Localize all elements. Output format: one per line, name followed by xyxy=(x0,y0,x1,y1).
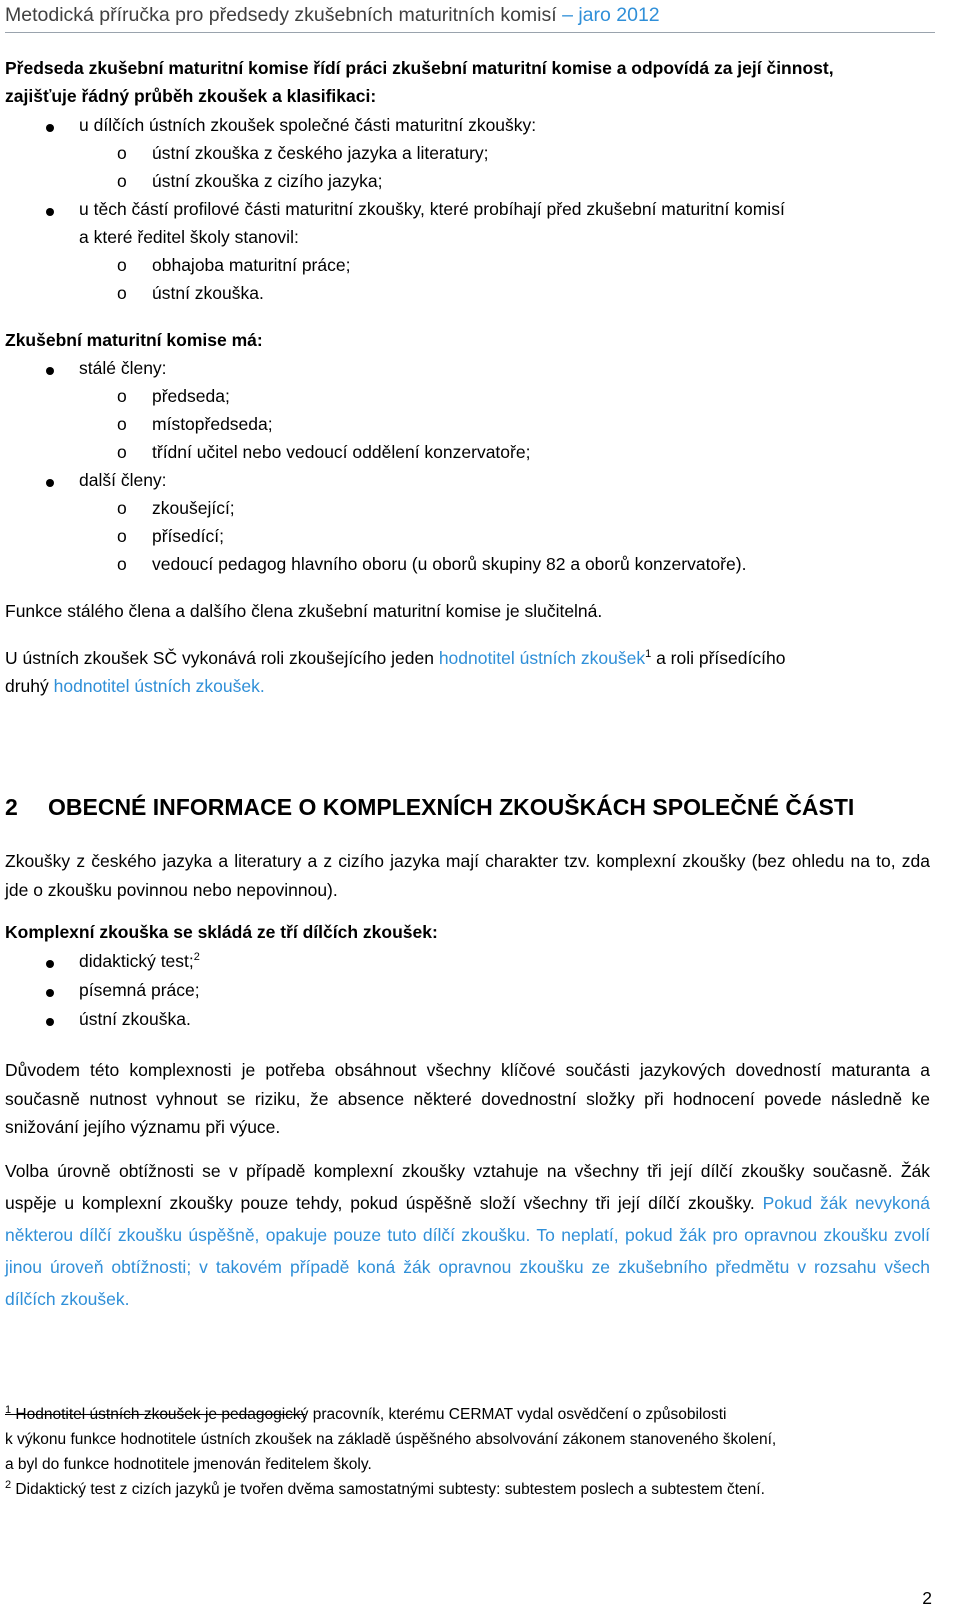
rationale-paragraph: Důvodem této komplexnosti je potřeba obsáhnout všechny klíčové součásti jazykových dovedností maturanta a současně nutnost vyhnout se riziku, že absence některé dovednostní složky při hodnocení povede následně ke snižování jejího významu při výuce. xyxy=(5,1060,930,1137)
roles-text: a roli přísedícího xyxy=(651,648,786,668)
bullet-icon xyxy=(46,367,54,375)
sub-list-item xyxy=(117,526,224,547)
footnote-ref[interactable]: 2 xyxy=(193,951,200,964)
footnote-text: a byl do funkce hodnotitele jmenován ředitelem školy. xyxy=(5,1456,372,1473)
circle-bullet-icon: o xyxy=(117,414,127,434)
circle-bullet-icon: o xyxy=(117,554,127,574)
complex-exam-list-heading: Komplexní zkouška se skládá ze tří dílčích zkoušek: xyxy=(5,922,438,942)
bullet-icon xyxy=(46,479,54,487)
list-item xyxy=(79,1009,191,1030)
list-item xyxy=(79,199,785,220)
roles-text: druhý xyxy=(5,676,54,696)
list-item xyxy=(79,358,167,379)
running-header xyxy=(5,4,935,33)
sub-list-item xyxy=(117,414,273,435)
bullet-icon xyxy=(46,960,54,968)
section-number: 2 xyxy=(5,794,18,820)
bullet-icon xyxy=(46,208,54,216)
bullet-icon xyxy=(46,989,54,997)
difficulty-text: Volba úrovně obtížnosti se v případě komplexní zkoušky vztahuje na všechny tři její dílčí zkoušky současně. Žák uspěje u komplexní zkoušky pouze tehdy, pokud úspěšně složí všechny tři její dílčí zkoušky. xyxy=(5,1161,930,1213)
sub-list-item-text: ústní zkouška z cizího jazyka; xyxy=(152,171,383,191)
bullet-icon xyxy=(46,124,54,132)
examiner-link[interactable]: hodnotitel ústních zkoušek xyxy=(438,648,646,668)
footnote-number: 2 xyxy=(5,1478,12,1491)
sub-list-item xyxy=(117,498,235,519)
list-item-text: u těch částí profilové části maturitní zkoušky, které probíhají před zkušební maturitní komisí xyxy=(79,199,785,219)
sub-list-item xyxy=(117,442,531,463)
circle-bullet-icon: o xyxy=(117,283,127,303)
list-item xyxy=(79,951,200,972)
sub-list-item-text: ústní zkouška z českého jazyka a literatury; xyxy=(152,143,489,163)
section-title: OBECNÉ INFORMACE O KOMPLEXNÍCH ZKOUŠKÁCH SPOLEČNÉ ČÁSTI xyxy=(48,794,855,820)
list-item-text-cont: a které ředitel školy stanovil: xyxy=(79,227,299,247)
header-date: – jaro 2012 xyxy=(556,4,660,26)
sub-list-item-text: ústní zkouška. xyxy=(152,283,264,303)
circle-bullet-icon: o xyxy=(117,526,127,546)
list-item xyxy=(79,980,200,1001)
list-item-text: u dílčích ústních zkoušek společné části maturitní zkoušky: xyxy=(79,115,537,135)
list-item-text: didaktický test; xyxy=(79,951,194,971)
circle-bullet-icon: o xyxy=(117,143,127,163)
complex-exam-paragraph: Zkoušky z českého jazyka a literatury a z cizího jazyka mají charakter tzv. komplexní zkoušky (bez ohledu na to, zda jde o zkoušku povinnou nebo nepovinnou). xyxy=(5,851,930,900)
circle-bullet-icon: o xyxy=(117,255,127,275)
commission-heading: Zkušební maturitní komise má: xyxy=(5,330,263,350)
sub-list-item xyxy=(117,255,351,276)
chairman-intro-line2: zajišťuje řádný průběh zkoušek a klasifikaci: xyxy=(5,86,377,106)
roles-paragraph-line2 xyxy=(5,676,265,697)
sub-list-item-text: zkoušející; xyxy=(152,498,235,518)
footnote-text: Didaktický test z cizích jazyků je tvořen dvěma samostatnými subtesty: subtestem poslech a subtestem čtení. xyxy=(11,1481,765,1498)
footnote-number: 1 xyxy=(5,1403,12,1416)
list-item-text: ústní zkouška. xyxy=(79,1009,191,1029)
footnote-1 xyxy=(5,1402,945,1502)
sub-list-item xyxy=(117,143,489,164)
roles-text: U ústních zkoušek SČ vykonává roli zkoušejícího jeden xyxy=(5,648,439,668)
list-item-text: stálé členy: xyxy=(79,358,167,378)
sub-list-item-text: obhajoba maturitní práce; xyxy=(152,255,351,275)
circle-bullet-icon: o xyxy=(117,386,127,406)
chairman-intro-line1: Předseda zkušební maturitní komise řídí práci zkušební maturitní komise a odpovídá za její činnost, xyxy=(5,58,834,78)
sub-list-item xyxy=(117,171,383,192)
sub-list-item xyxy=(117,386,230,407)
footnote-text: k výkonu funkce hodnotitele ústních zkoušek na základě úspěšného absolvování zákonem stanoveného školení, xyxy=(5,1431,777,1448)
sub-list-item-text: přísedící; xyxy=(152,526,224,546)
highlighted-text: Pokud žák nevykoná některou dílčí zkoušku úspěšně, opakuje pouze tuto dílčí zkoušku. To neplatí, pokud žák pro opravnou zkoušku zvolí jinou úroveň obtížnosti; v takovém případě koná žák opravnou zkoušku ze zkušebního předmětu v rozsahu všech dílčích zkoušek. xyxy=(5,1193,930,1309)
sub-list-item xyxy=(117,554,747,575)
roles-paragraph-line1 xyxy=(5,648,785,669)
footnote-text: Hodnotitel ústních zkoušek je pedagogický pracovník, kterému CERMAT vydal osvědčení o způsobilosti xyxy=(11,1406,727,1423)
sub-list-item-text: vedoucí pedagog hlavního oboru (u oborů skupiny 82 a oborů konzervatoře). xyxy=(152,554,747,574)
examiner-link[interactable]: hodnotitel ústních zkoušek. xyxy=(53,676,265,696)
circle-bullet-icon: o xyxy=(117,442,127,462)
difficulty-paragraph xyxy=(5,1155,930,1315)
circle-bullet-icon: o xyxy=(117,171,127,191)
list-item-text: další členy: xyxy=(79,470,167,490)
bullet-icon xyxy=(46,1018,54,1026)
sub-list-item-text: třídní učitel nebo vedoucí oddělení konzervatoře; xyxy=(152,442,531,462)
list-item xyxy=(79,115,536,136)
circle-bullet-icon: o xyxy=(117,498,127,518)
sub-list-item-text: předseda; xyxy=(152,386,230,406)
footnote-ref[interactable]: 1 xyxy=(645,648,652,661)
list-item-text: písemná práce; xyxy=(79,980,200,1000)
sub-list-item xyxy=(117,283,264,304)
sub-list-item-text: místopředseda; xyxy=(152,414,273,434)
page-number: 2 xyxy=(922,1588,932,1608)
list-item xyxy=(79,470,167,491)
section-heading xyxy=(5,794,854,821)
compatibility-paragraph: Funkce stálého člena a dalšího člena zkušební maturitní komise je slučitelná. xyxy=(5,601,603,621)
header-title: Metodická příručka pro předsedy zkušebních maturitních komisí xyxy=(5,4,557,26)
